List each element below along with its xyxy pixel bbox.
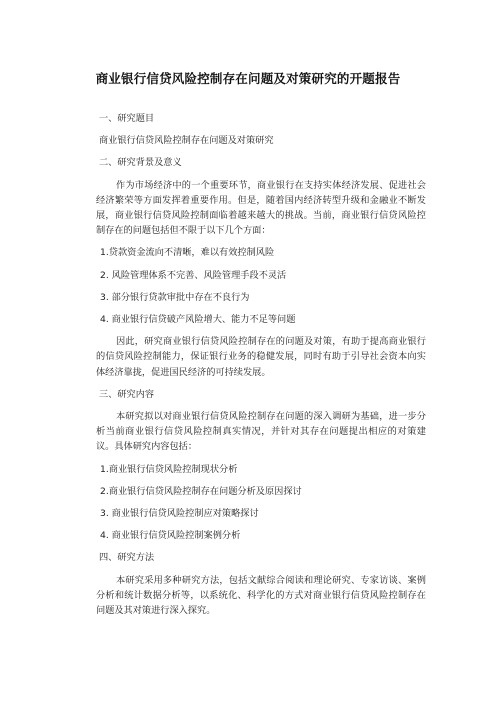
paragraph-method: 本研究采用多种研究方法，包括文献综合阅读和理论研究、专家访谈、案例分析和统计数据分析等，以系统化、科学化的方式对商业银行信贷风险控制存在问题及其对策进行深入探究。 <box>96 574 426 617</box>
section-heading-background: 二、研究背景及意义 <box>99 157 182 169</box>
section-heading-method: 四、研究方法 <box>99 552 155 564</box>
document-title: 商业银行信贷风险控制存在问题及对策研究的开题报告 <box>95 71 401 86</box>
section-text-topic: 商业银行信贷风险控制存在问题及对策研究 <box>99 135 274 147</box>
list-item: 3. 部分银行贷款审批中存在不良行为 <box>100 291 250 303</box>
list-item: 2. 风险管理体系不完善、风险管理手段不灵活 <box>100 269 287 281</box>
list-item: 1.商业银行信贷风险控制现状分析 <box>100 463 238 475</box>
section-heading-topic: 一、研究题目 <box>99 113 155 124</box>
list-item: 1.贷款资金流向不清晰，难以有效控制风险 <box>100 247 275 259</box>
list-item: 3. 商业银行信贷风险控制应对策略探讨 <box>100 508 259 520</box>
paragraph-background-conclusion: 因此，研究商业银行信贷风险控制存在的问题及对策，有助于提高商业银行的信贷风险控制能力，保证银行业务的稳健发展，同时有助于引导社会资本向实体经济靠拢，促进国民经济的可持续发展。 <box>96 336 426 378</box>
section-heading-content: 三、研究内容 <box>99 388 155 400</box>
list-item: 4. 商业银行信贷破产风险增大、能力不足等问题 <box>100 314 296 326</box>
list-item: 2.商业银行信贷风险控制存在问题分析及原因探讨 <box>100 485 302 497</box>
list-item: 4. 商业银行信贷风险控制案例分析 <box>100 530 241 542</box>
document-body <box>96 111 426 625</box>
paragraph-content-intro: 本研究拟以对商业银行信贷风险控制存在问题的深入调研为基础，进一步分析当前商业银行信贷风险控制真实情况，并针对其存在问题提出相应的对策建议。具体研究内容包括： <box>96 411 426 453</box>
paragraph-background-intro: 作为市场经济中的一个重要环节，商业银行在支持实体经济发展、促进社会经济繁荣等方面发挥着重要作用。但是，随着国内经济转型升级和金融业不断发展，商业银行信贷风险控制面临着越来越大的挑战。当前，商业银行信贷风险控制存在的问题包括但不限于以下几个方面： <box>96 179 426 237</box>
